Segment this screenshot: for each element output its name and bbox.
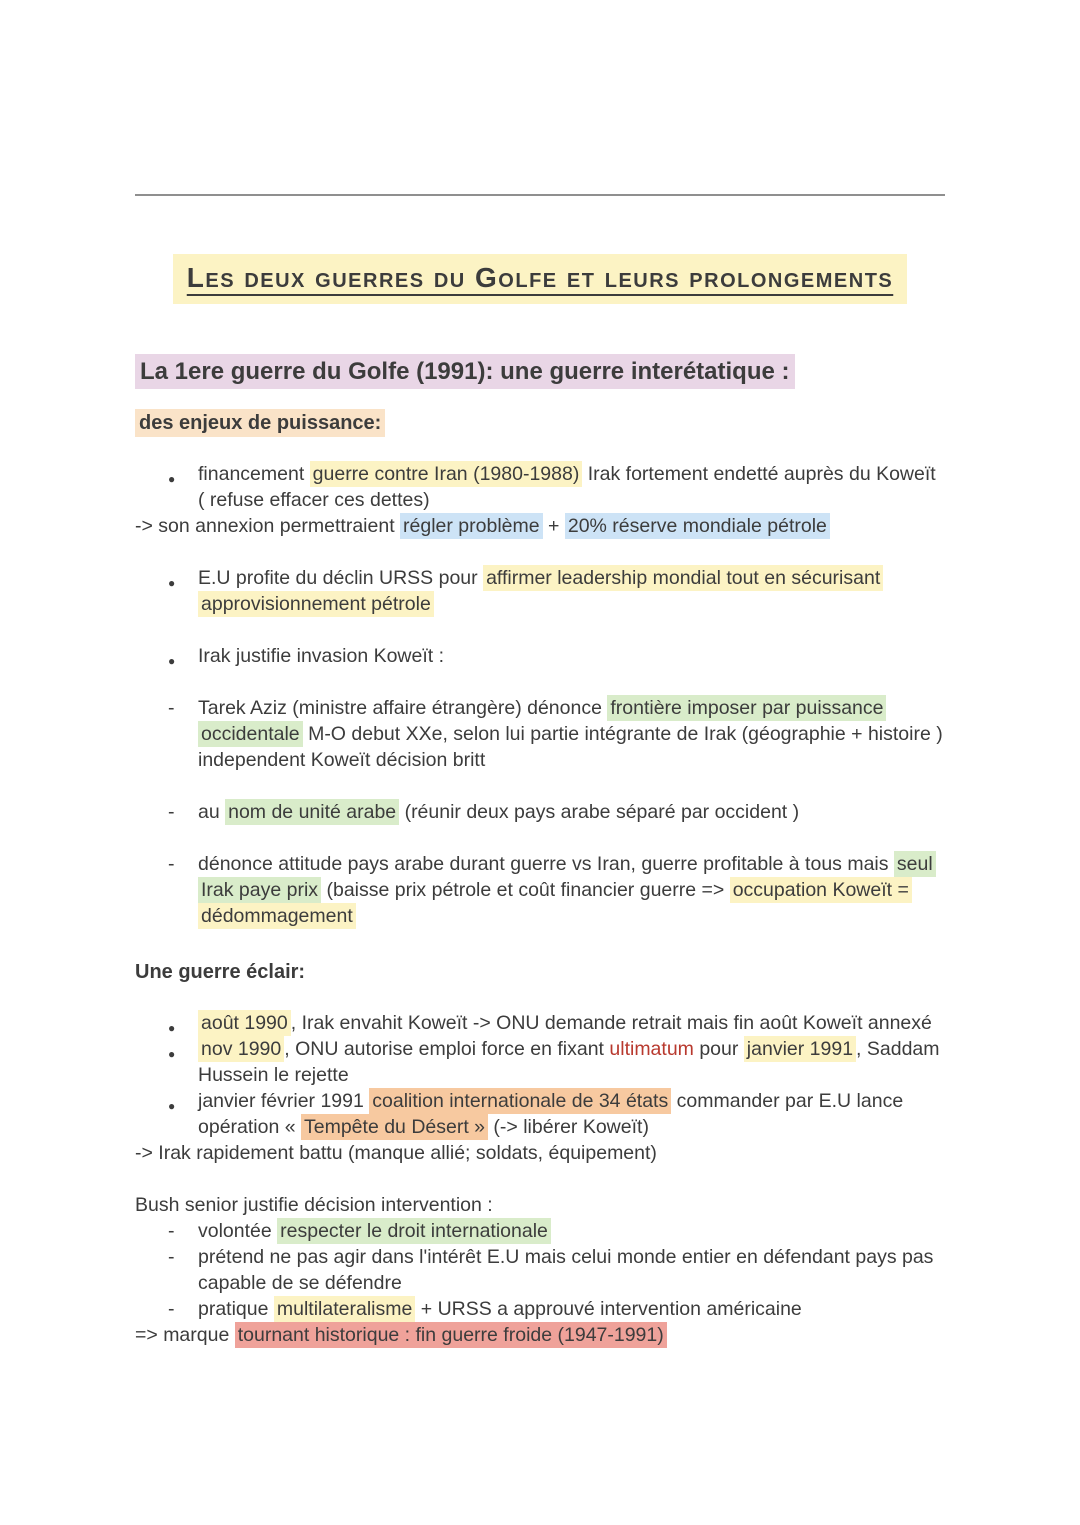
highlight-salmon: tournant historique : fin guerre froide (1947-1991) [235,1322,667,1348]
text-run: , ONU autorise emploi force en fixant [284,1038,610,1060]
text-run: + URSS a approuvé intervention américaine [415,1298,802,1320]
dash-volonte [135,1218,945,1244]
section-heading-1 [135,358,945,386]
dash-denonce-attitude [135,851,945,929]
title-row [135,254,945,304]
arrow-annexion [135,513,945,539]
text-run: Une guerre éclair: [135,961,306,983]
text-run: -> Irak rapidement battu (manque allié; soldats, équipement) [135,1142,657,1164]
text-run: Irak justifie invasion Koweït : [198,645,445,667]
highlight-peach: des enjeux de puissance: [135,409,385,437]
text-run: -> son annexion permettraient [135,515,401,537]
highlight-green: frontière imposer par puissance occidentale [198,695,886,747]
text-run: + [542,515,565,537]
arrow-tournant [135,1322,945,1348]
bullet-financement [135,461,945,513]
highlight-purple: La 1ere guerre du Golfe (1991): une guerre interétatique : [135,354,795,389]
text-run: Irak fortement endetté auprès du Koweït ( refuse effacer ces dettes) [198,463,936,511]
text-run: Bush senior justifie décision intervention : [135,1194,493,1216]
page-content [135,196,945,1348]
text-run: (baisse prix pétrole et coût financier guerre => [321,879,730,901]
text-run: (-> libérer Koweït) [488,1116,649,1138]
highlight-yellow: guerre contre Iran (1980-1988) [310,461,583,487]
red-text-ultimatum: ultimatum [609,1038,694,1060]
highlight-yellow: affirmer leadership mondial tout en sécurisant approvisionnement pétrole [198,565,883,617]
text-run: pour [693,1038,744,1060]
dash-multilateralisme [135,1296,945,1322]
bullet-aout-1990 [135,1010,945,1036]
highlight-blue: régler problème [400,513,543,539]
text-run: financement [198,463,310,485]
bullet-eu-leadership [135,565,945,617]
highlight-orange: Tempête du Désert » [301,1114,488,1140]
text-run: , Saddam Hussein le rejette [198,1038,940,1086]
dash-pretend [135,1244,945,1296]
text-run: pratique [198,1298,274,1320]
text-run: prétend ne pas agir dans l'intérêt E.U mais celui monde entier en défendant pays pas capable de se défendre [198,1246,934,1294]
highlight-green: nom de unité arabe [225,799,399,825]
text-run: dénonce attitude pays arabe durant guerre vs Iran, guerre profitable à tous mais [198,853,894,875]
highlight-green: respecter le droit internationale [277,1218,551,1244]
arrow-irak-battu [135,1140,945,1166]
highlight-orange: coalition internationale de 34 états [369,1088,671,1114]
text-run: , Irak envahit Koweït -> ONU demande retrait mais fin août Koweït annexé [290,1012,932,1034]
text-run: commander par E.U lance opération « [198,1090,904,1138]
text-run: (réunir deux pays arabe séparé par occident ) [399,801,800,823]
text-run: au [198,801,226,823]
text-run: janvier février 1991 [198,1090,370,1112]
subheading-guerre-eclair [135,961,945,984]
text-run: E.U profite du déclin URSS pour [198,567,484,589]
subheading-enjeux [135,412,945,435]
dash-unite-arabe [135,799,945,825]
highlight-yellow: nov 1990 [198,1036,284,1062]
paragraph-bush [135,1192,945,1218]
bullet-nov-1990 [135,1036,945,1088]
text-run: volontée [198,1220,278,1242]
highlight-yellow: janvier 1991 [744,1036,856,1062]
highlight-yellow: août 1990 [198,1010,291,1036]
highlight-blue: 20% réserve mondiale pétrole [565,513,830,539]
dash-tarek-aziz [135,695,945,773]
highlight-yellow: occupation Koweït = dédommagement [198,877,912,929]
highlight-yellow: multilateralisme [274,1296,415,1322]
text-run: M-O debut XXe, selon lui partie intégrante de Irak (géographie + histoire ) independent Koweït décision britt [198,723,943,771]
document-title: Les deux guerres du Golfe et leurs prolongements [173,254,908,304]
text-run: => marque [135,1324,235,1346]
bullet-irak-justification [135,643,945,669]
highlight-green: seul Irak paye prix [198,851,936,903]
bullet-janvier-1991 [135,1088,945,1140]
text-run: Tarek Aziz (ministre affaire étrangère) dénonce [198,697,608,719]
